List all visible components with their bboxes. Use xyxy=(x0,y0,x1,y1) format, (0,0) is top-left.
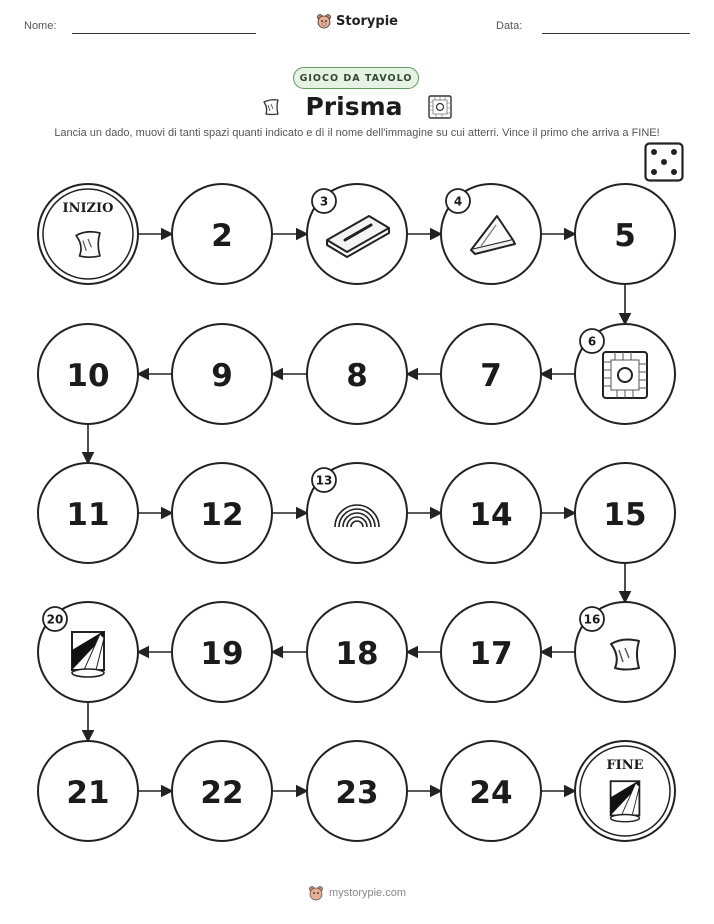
board-space xyxy=(575,324,675,424)
footer-url: mystorypie.com xyxy=(328,887,407,899)
page-title: Prisma xyxy=(305,92,403,121)
board-space xyxy=(307,463,407,563)
space-number: 22 xyxy=(200,775,244,811)
space-number: 24 xyxy=(469,775,513,811)
space-number: 6 xyxy=(587,334,597,349)
space-number: 12 xyxy=(200,497,244,533)
board-space xyxy=(441,741,541,841)
glass-shard-icon xyxy=(76,232,100,257)
space-number: 3 xyxy=(319,194,329,209)
name-label: Nome: xyxy=(24,20,57,32)
board-space xyxy=(172,463,272,563)
board-space xyxy=(575,184,675,284)
board-space xyxy=(172,741,272,841)
space-number: 7 xyxy=(480,358,502,394)
footer xyxy=(0,885,714,901)
board-space xyxy=(307,324,407,424)
space-number: 15 xyxy=(603,497,647,533)
instructions-text: Lancia un dado, muovi di tanti spazi quanti indicato e dì il nome dell'immagine su cui atterri. Vince il primo che arriva a FINE! xyxy=(54,127,660,139)
date-label: Data: xyxy=(496,20,523,32)
board-space xyxy=(441,184,541,284)
board-space xyxy=(172,184,272,284)
board-space xyxy=(172,324,272,424)
space-number: 20 xyxy=(46,612,64,627)
space-number: 16 xyxy=(583,612,601,627)
space-number: 23 xyxy=(335,775,379,811)
board-space xyxy=(172,602,272,702)
space-number: 13 xyxy=(315,473,333,488)
board-space xyxy=(38,741,138,841)
board-space xyxy=(307,741,407,841)
board-space xyxy=(441,324,541,424)
brand-name: Storypie xyxy=(336,13,398,29)
space-number: 21 xyxy=(66,775,110,811)
space-number: 19 xyxy=(200,636,244,672)
finish-label: FINE xyxy=(606,758,644,773)
space-number: 8 xyxy=(346,358,368,394)
space-number: 2 xyxy=(211,218,233,254)
wood-frame-icon xyxy=(603,352,647,398)
light-beam-panel-icon xyxy=(611,781,640,822)
board-space xyxy=(38,324,138,424)
board-space xyxy=(307,602,407,702)
board-space xyxy=(575,463,675,563)
board-space xyxy=(441,463,541,563)
board-space xyxy=(575,602,675,702)
board-space xyxy=(38,463,138,563)
space-number: 18 xyxy=(335,636,379,672)
board-space xyxy=(38,184,138,284)
board-space xyxy=(38,602,138,702)
space-number: 14 xyxy=(469,497,513,533)
board-space xyxy=(441,602,541,702)
space-number: 17 xyxy=(469,636,513,672)
space-number: 9 xyxy=(211,358,233,394)
glass-shard-icon xyxy=(611,640,639,670)
bear-mascot-icon xyxy=(308,885,324,901)
board-space xyxy=(575,741,675,841)
light-beam-panel-icon xyxy=(72,632,104,677)
start-label: INIZIO xyxy=(62,201,114,216)
space-number: 11 xyxy=(66,497,110,533)
space-number: 5 xyxy=(614,218,636,254)
space-number: 4 xyxy=(453,194,463,209)
game-type-badge: GIOCO DA TAVOLO xyxy=(293,67,419,89)
space-number: 10 xyxy=(66,358,110,394)
board-space xyxy=(307,184,407,284)
